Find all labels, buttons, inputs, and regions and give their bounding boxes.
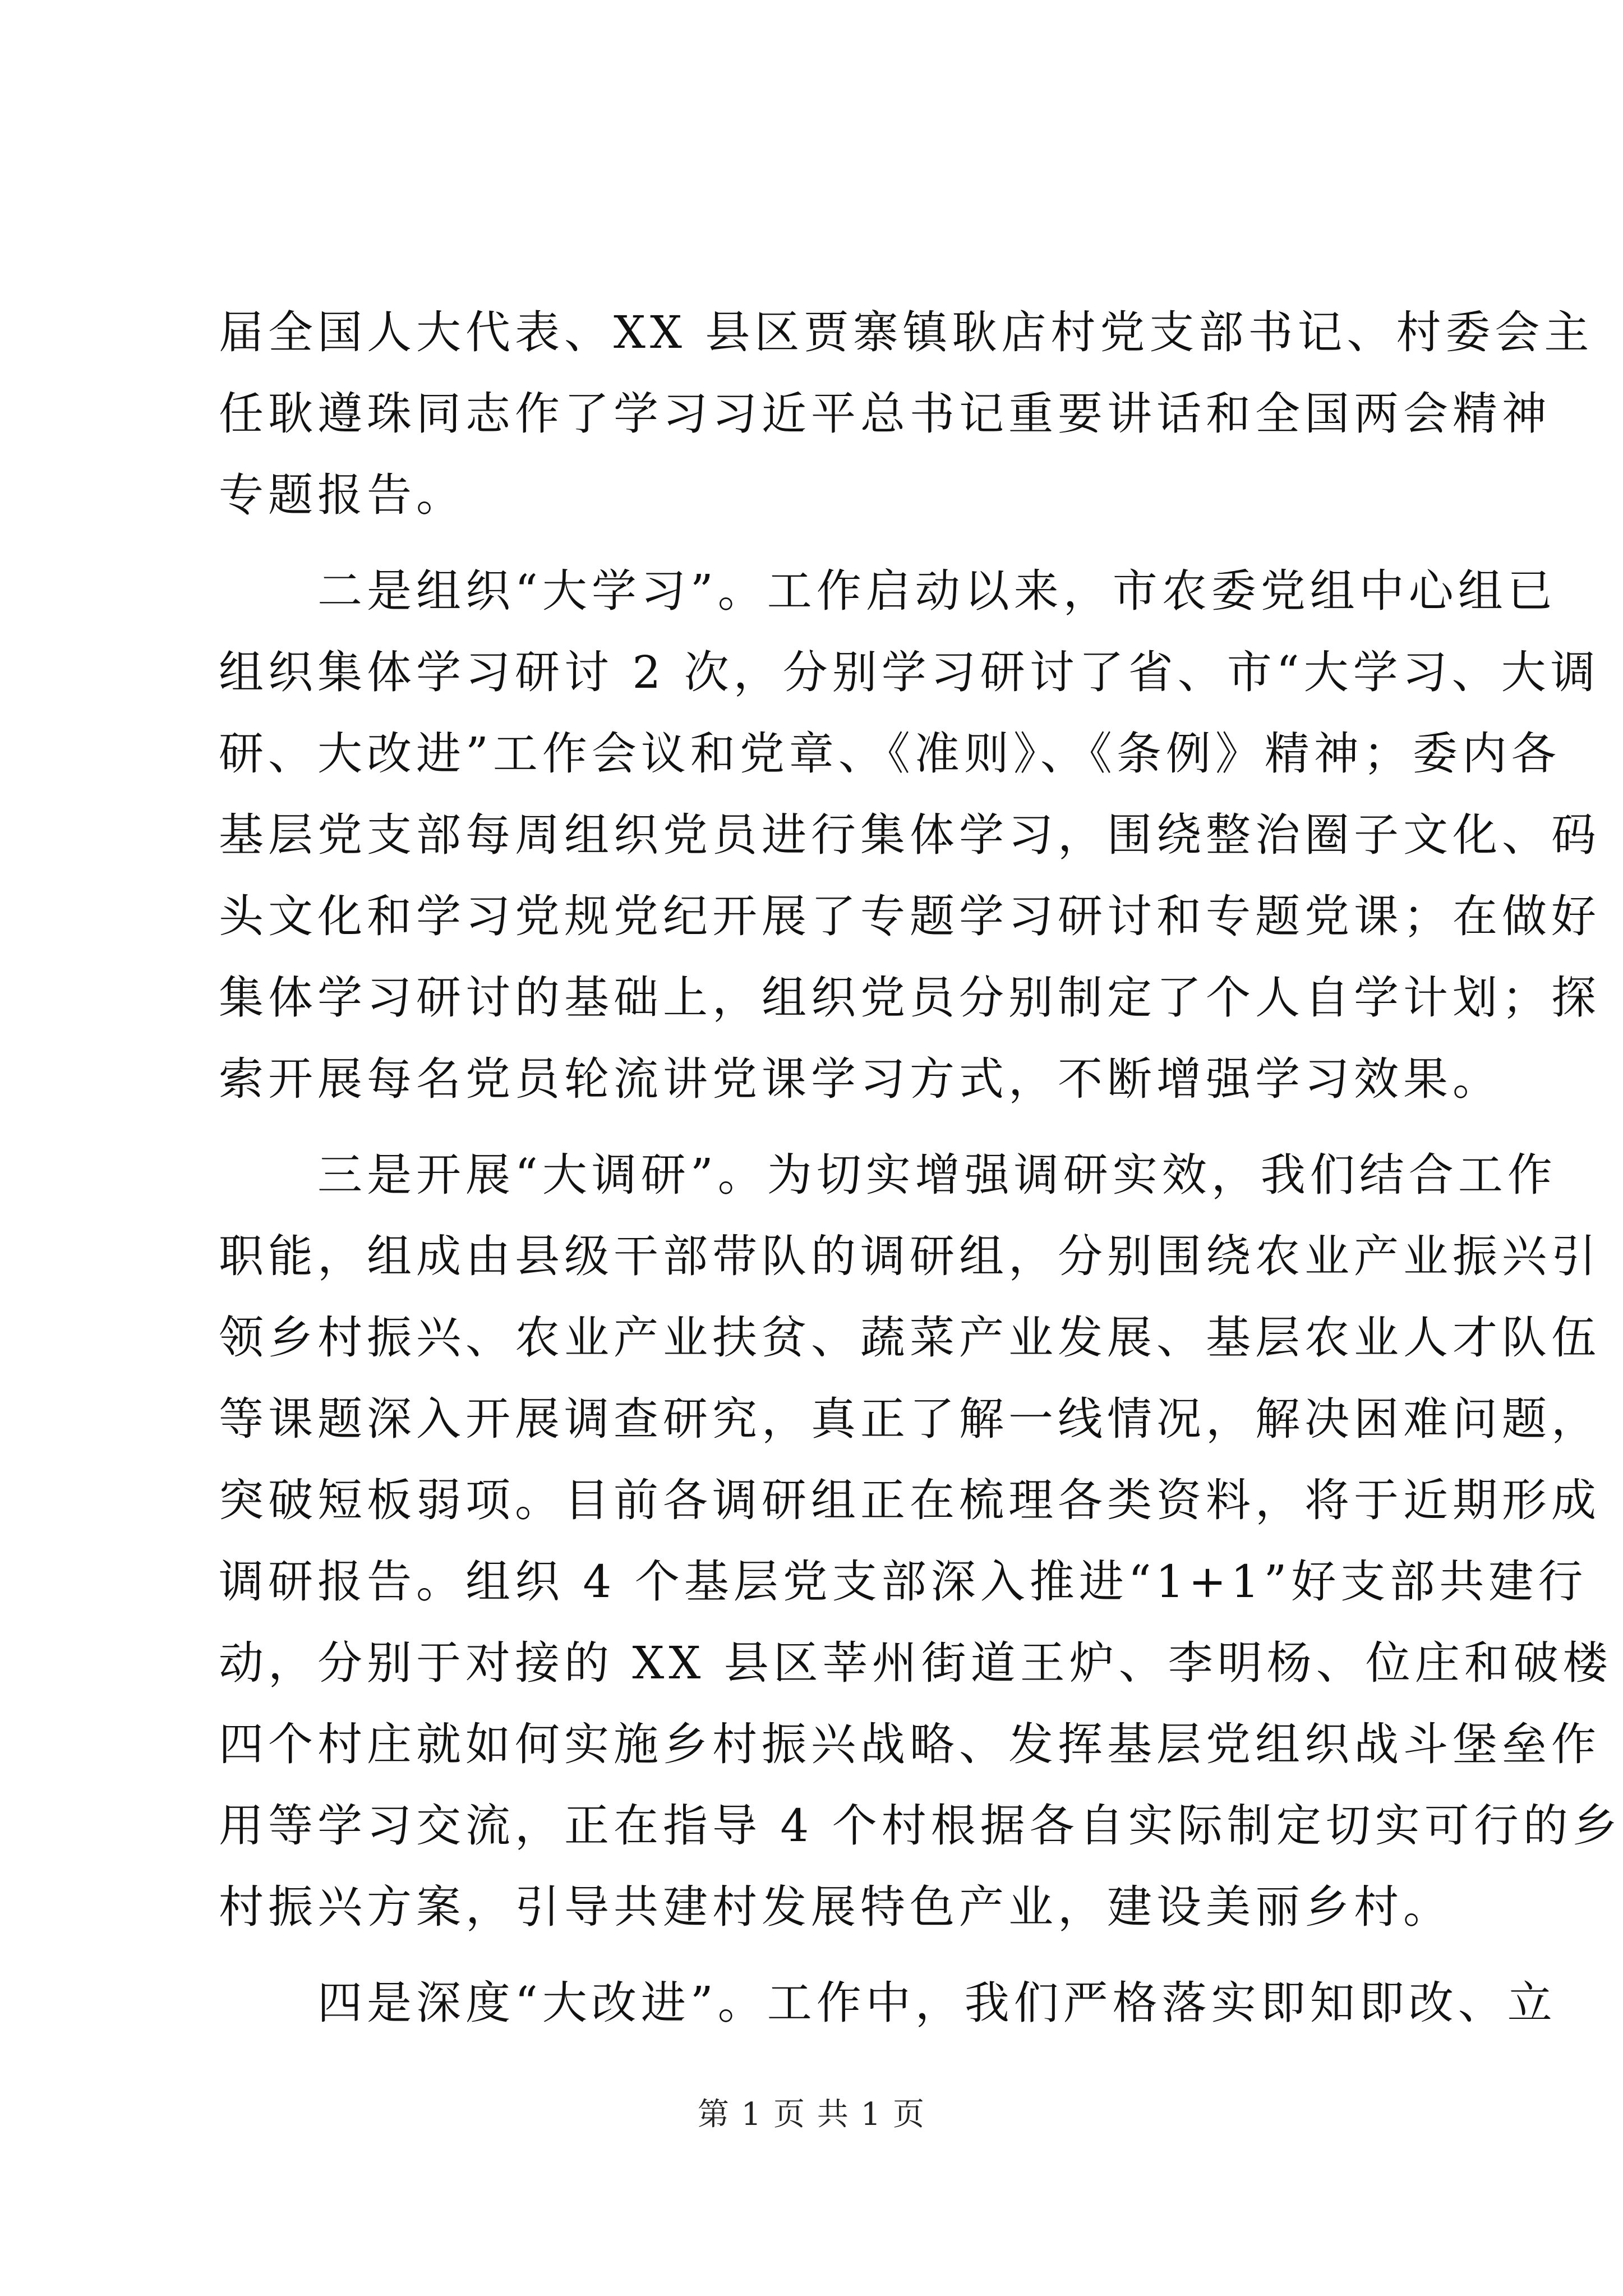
text-line: 村振兴方案，引导共建村发展特色产业，建设美丽乡村。: [219, 1881, 1453, 1933]
text-line: 研、大改进”工作会议和党章、《准则》、《条例》精神；委内各: [219, 728, 1561, 780]
paragraph-start-line: 四是深度“大改进”。工作中，我们严格落实即知即改、立: [219, 1977, 1557, 2029]
text-line: 调研报告。组织 4 个基层党支部深入推进“1+1”好支部共建行: [219, 1556, 1588, 1608]
text-line: 基层党支部每周组织党员进行集体学习，围绕整治圈子文化、码: [219, 809, 1601, 861]
paragraph-start-line: 三是开展“大调研”。为切实增强调研实效，我们结合工作: [219, 1149, 1557, 1201]
text-line: 动，分别于对接的 XX 县区莘州街道王炉、李明杨、位庄和破楼: [219, 1637, 1612, 1689]
text-line: 专题报告。: [219, 469, 465, 521]
text-line: 索开展每名党员轮流讲党课学习方式，不断增强学习效果。: [219, 1053, 1502, 1105]
text-line: 组织集体学习研讨 2 次，分别学习研讨了省、市“大学习、大调: [219, 646, 1600, 698]
text-line: 头文化和学习党规党纪开展了专题学习研讨和专题党课；在做好: [219, 890, 1601, 942]
text-line: 突破短板弱项。目前各调研组正在梳理各类资料，将于近期形成: [219, 1474, 1601, 1526]
text-line: 集体学习研讨的基础上，组织党员分别制定了个人自学计划；探: [219, 972, 1601, 1024]
text-line: 职能，组成由县级干部带队的调研组，分别围绕农业产业振兴引: [219, 1230, 1601, 1282]
text-line: 四个村庄就如何实施乡村振兴战略、发挥基层党组织战斗堡垒作: [219, 1718, 1601, 1770]
text-line: 用等学习交流，正在指导 4 个村根据各自实际制定切实可行的乡: [219, 1800, 1622, 1852]
text-line: 等课题深入开展调查研究，真正了解一线情况，解决困难问题，: [219, 1393, 1601, 1445]
text-line: 任耿遵珠同志作了学习习近平总书记重要讲话和全国两会精神: [219, 388, 1551, 440]
paragraph-start-line: 二是组织“大学习”。工作启动以来，市农委党组中心组已: [219, 565, 1557, 617]
text-line: 届全国人大代表、XX 县区贾寨镇耿店村党支部书记、村委会主: [219, 306, 1594, 358]
document-body: [219, 292, 1622, 2044]
page-footer: 第 1 页 共 1 页: [697, 2096, 926, 2133]
text-line: 领乡村振兴、农业产业扶贫、蔬菜产业发展、基层农业人才队伍: [219, 1312, 1601, 1364]
